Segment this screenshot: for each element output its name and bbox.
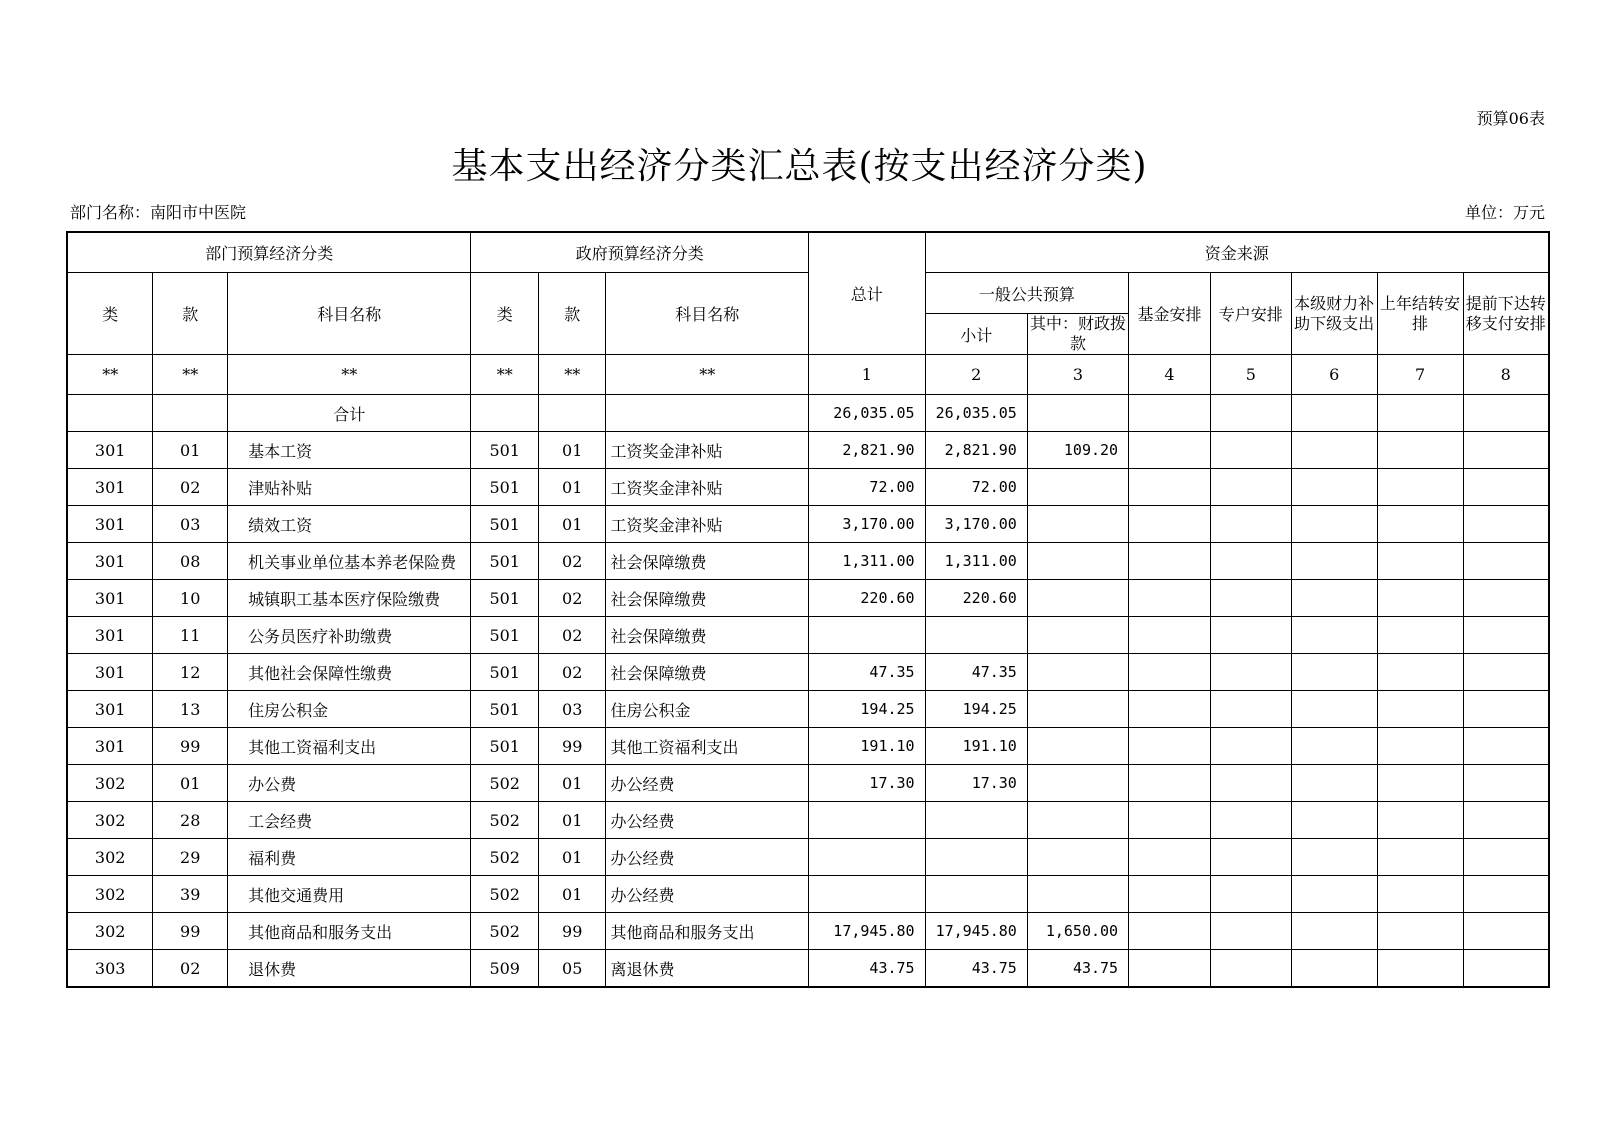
empty-cell — [471, 395, 539, 432]
index-cell: 4 — [1129, 355, 1211, 395]
dept-lei: 302 — [67, 913, 153, 950]
advance-cell — [1463, 691, 1549, 728]
empty-cell — [1210, 395, 1291, 432]
subsidy-cell — [1291, 543, 1377, 580]
gov-subject-name: 其他商品和服务支出 — [606, 913, 809, 950]
dept-lei: 302 — [67, 876, 153, 913]
gov-lei: 502 — [471, 802, 539, 839]
carryover-cell — [1377, 839, 1463, 876]
index-cell: 2 — [925, 355, 1027, 395]
header-subtotal: 小计 — [925, 314, 1027, 355]
empty-cell — [1027, 395, 1128, 432]
table-row — [67, 580, 1549, 617]
dept-lei: 301 — [67, 617, 153, 654]
special-arrange-cell — [1210, 913, 1291, 950]
subtotal-amount: 194.25 — [925, 691, 1027, 728]
dept-lei: 301 — [67, 469, 153, 506]
advance-cell — [1463, 802, 1549, 839]
gov-subject-name: 其他工资福利支出 — [606, 728, 809, 765]
advance-cell — [1463, 839, 1549, 876]
empty-cell — [153, 395, 228, 432]
header-fund-source: 资金来源 — [925, 232, 1549, 273]
gov-subject-name: 离退休费 — [606, 950, 809, 988]
header-general-budget: 一般公共预算 — [925, 273, 1129, 314]
dept-lei: 301 — [67, 543, 153, 580]
empty-cell — [538, 395, 606, 432]
dept-lei: 303 — [67, 950, 153, 988]
fund-arrange-cell — [1129, 432, 1211, 469]
carryover-cell — [1377, 876, 1463, 913]
advance-cell — [1463, 469, 1549, 506]
dept-lei: 302 — [67, 802, 153, 839]
gov-lei: 501 — [471, 728, 539, 765]
index-cell: ** — [538, 355, 606, 395]
advance-cell — [1463, 580, 1549, 617]
dept-subject-name: 办公费 — [228, 765, 471, 802]
total-amount: 26,035.05 — [808, 395, 925, 432]
index-cell: 5 — [1210, 355, 1291, 395]
subtotal-amount: 220.60 — [925, 580, 1027, 617]
gov-kuan: 99 — [538, 728, 606, 765]
dept-subject-name: 退休费 — [228, 950, 471, 988]
index-cell: 1 — [808, 355, 925, 395]
dept-lei: 301 — [67, 506, 153, 543]
carryover-cell — [1377, 802, 1463, 839]
advance-cell — [1463, 543, 1549, 580]
gov-lei: 501 — [471, 580, 539, 617]
page-title: 基本支出经济分类汇总表(按支出经济分类) — [451, 146, 1148, 187]
table-row — [67, 728, 1549, 765]
empty-cell — [1129, 395, 1211, 432]
unit-label: 单位：万元 — [1464, 203, 1545, 222]
advance-cell — [1463, 617, 1549, 654]
fiscal-amount — [1027, 728, 1128, 765]
fiscal-amount — [1027, 506, 1128, 543]
gov-subject-name: 住房公积金 — [606, 691, 809, 728]
table-row — [67, 506, 1549, 543]
budget-table — [66, 231, 1550, 988]
table-row — [67, 432, 1549, 469]
advance-cell — [1463, 654, 1549, 691]
dept-lei: 301 — [67, 728, 153, 765]
dept-kuan: 12 — [153, 654, 228, 691]
dept-subject-name: 城镇职工基本医疗保险缴费 — [228, 580, 471, 617]
special-arrange-cell — [1210, 617, 1291, 654]
total-amount: 3,170.00 — [808, 506, 925, 543]
gov-lei: 502 — [471, 876, 539, 913]
gov-kuan: 01 — [538, 839, 606, 876]
gov-subject-name: 社会保障缴费 — [606, 580, 809, 617]
gov-kuan: 01 — [538, 469, 606, 506]
header-dept-subject: 科目名称 — [228, 273, 471, 355]
gov-lei: 501 — [471, 654, 539, 691]
header-of-which: 其中：财政拨款 — [1027, 314, 1128, 355]
index-cell: 6 — [1291, 355, 1377, 395]
carryover-cell — [1377, 765, 1463, 802]
header-gov-group: 政府预算经济分类 — [471, 232, 809, 273]
dept-subject-name: 福利费 — [228, 839, 471, 876]
total-label: 合计 — [228, 395, 471, 432]
empty-cell — [606, 395, 809, 432]
dept-subject-name: 住房公积金 — [228, 691, 471, 728]
special-arrange-cell — [1210, 950, 1291, 988]
gov-kuan: 01 — [538, 506, 606, 543]
total-amount: 17.30 — [808, 765, 925, 802]
carryover-cell — [1377, 950, 1463, 988]
dept-kuan: 03 — [153, 506, 228, 543]
gov-kuan: 99 — [538, 913, 606, 950]
dept-subject-name: 其他商品和服务支出 — [228, 913, 471, 950]
fund-arrange-cell — [1129, 802, 1211, 839]
fiscal-amount: 43.75 — [1027, 950, 1128, 988]
total-amount: 1,311.00 — [808, 543, 925, 580]
carryover-cell — [1377, 469, 1463, 506]
carryover-cell — [1377, 543, 1463, 580]
fiscal-amount: 109.20 — [1027, 432, 1128, 469]
subsidy-cell — [1291, 950, 1377, 988]
gov-subject-name: 社会保障缴费 — [606, 617, 809, 654]
subsidy-cell — [1291, 506, 1377, 543]
subsidy-cell — [1291, 691, 1377, 728]
subtotal-amount — [925, 876, 1027, 913]
table-row — [67, 950, 1549, 988]
dept-subject-name: 公务员医疗补助缴费 — [228, 617, 471, 654]
fund-arrange-cell — [1129, 913, 1211, 950]
dept-subject-name: 其他交通费用 — [228, 876, 471, 913]
gov-subject-name: 社会保障缴费 — [606, 654, 809, 691]
advance-cell — [1463, 765, 1549, 802]
fund-arrange-cell — [1129, 617, 1211, 654]
total-amount: 194.25 — [808, 691, 925, 728]
gov-lei: 502 — [471, 765, 539, 802]
gov-kuan: 02 — [538, 617, 606, 654]
special-arrange-cell — [1210, 580, 1291, 617]
table-row — [67, 469, 1549, 506]
gov-lei: 509 — [471, 950, 539, 988]
gov-subject-name: 社会保障缴费 — [606, 543, 809, 580]
dept-kuan: 02 — [153, 469, 228, 506]
total-amount: 17,945.80 — [808, 913, 925, 950]
special-arrange-cell — [1210, 469, 1291, 506]
dept-lei: 302 — [67, 765, 153, 802]
index-cell: 8 — [1463, 355, 1549, 395]
subtotal-amount: 17,945.80 — [925, 913, 1027, 950]
subsidy-cell — [1291, 765, 1377, 802]
index-cell: ** — [67, 355, 153, 395]
fund-arrange-cell — [1129, 506, 1211, 543]
header-advance: 提前下达转移支付安排 — [1463, 273, 1549, 355]
subsidy-cell — [1291, 580, 1377, 617]
header-dept-lei: 类 — [67, 273, 153, 355]
fiscal-amount: 1,650.00 — [1027, 913, 1128, 950]
index-cell: ** — [471, 355, 539, 395]
header-gov-kuan: 款 — [538, 273, 606, 355]
advance-cell — [1463, 913, 1549, 950]
fiscal-amount — [1027, 802, 1128, 839]
fiscal-amount — [1027, 469, 1128, 506]
carryover-cell — [1377, 913, 1463, 950]
table-row — [67, 543, 1549, 580]
dept-kuan: 28 — [153, 802, 228, 839]
dept-kuan: 02 — [153, 950, 228, 988]
carryover-cell — [1377, 506, 1463, 543]
fund-arrange-cell — [1129, 691, 1211, 728]
gov-kuan: 01 — [538, 432, 606, 469]
subtotal-amount: 3,170.00 — [925, 506, 1027, 543]
subsidy-cell — [1291, 876, 1377, 913]
subtotal-amount: 47.35 — [925, 654, 1027, 691]
table-row — [67, 802, 1549, 839]
carryover-cell — [1377, 617, 1463, 654]
dept-kuan: 10 — [153, 580, 228, 617]
fiscal-amount — [1027, 839, 1128, 876]
subtotal-amount — [925, 839, 1027, 876]
table-row — [67, 876, 1549, 913]
special-arrange-cell — [1210, 691, 1291, 728]
special-arrange-cell — [1210, 802, 1291, 839]
subtotal-amount — [925, 617, 1027, 654]
total-amount — [808, 802, 925, 839]
subtotal-amount: 1,311.00 — [925, 543, 1027, 580]
gov-kuan: 01 — [538, 765, 606, 802]
subtotal-amount — [925, 802, 1027, 839]
dept-kuan: 39 — [153, 876, 228, 913]
gov-lei: 502 — [471, 913, 539, 950]
header-dept-kuan: 款 — [153, 273, 228, 355]
fiscal-amount — [1027, 580, 1128, 617]
gov-subject-name: 办公经费 — [606, 876, 809, 913]
fiscal-amount — [1027, 617, 1128, 654]
total-amount: 191.10 — [808, 728, 925, 765]
advance-cell — [1463, 728, 1549, 765]
dept-kuan: 08 — [153, 543, 228, 580]
dept-subject-name: 津贴补贴 — [228, 469, 471, 506]
fund-arrange-cell — [1129, 469, 1211, 506]
dept-lei: 301 — [67, 654, 153, 691]
dept-kuan: 13 — [153, 691, 228, 728]
subsidy-cell — [1291, 728, 1377, 765]
header-carryover: 上年结转安排 — [1377, 273, 1463, 355]
header-total: 总计 — [808, 232, 925, 355]
total-row — [67, 395, 1549, 432]
dept-subject-name: 绩效工资 — [228, 506, 471, 543]
gov-lei: 501 — [471, 506, 539, 543]
dept-kuan: 29 — [153, 839, 228, 876]
carryover-cell — [1377, 580, 1463, 617]
dept-lei: 301 — [67, 691, 153, 728]
gov-kuan: 03 — [538, 691, 606, 728]
dept-lei: 301 — [67, 432, 153, 469]
header-gov-lei: 类 — [471, 273, 539, 355]
table-row — [67, 913, 1549, 950]
table-row — [67, 654, 1549, 691]
department-name: 部门名称：南阳市中医院 — [70, 203, 247, 222]
table-row — [67, 617, 1549, 654]
gov-subject-name: 工资奖金津补贴 — [606, 469, 809, 506]
subsidy-cell — [1291, 839, 1377, 876]
gov-kuan: 05 — [538, 950, 606, 988]
subtotal-amount: 43.75 — [925, 950, 1027, 988]
total-amount — [808, 617, 925, 654]
header-subsidy: 本级财力补助下级支出 — [1291, 273, 1377, 355]
empty-cell — [1291, 395, 1377, 432]
header-special-arrange: 专户安排 — [1210, 273, 1291, 355]
form-number: 预算06表 — [1476, 109, 1545, 128]
empty-cell — [1377, 395, 1463, 432]
fund-arrange-cell — [1129, 876, 1211, 913]
subtotal-amount: 17.30 — [925, 765, 1027, 802]
total-amount: 43.75 — [808, 950, 925, 988]
special-arrange-cell — [1210, 432, 1291, 469]
total-subtotal: 26,035.05 — [925, 395, 1027, 432]
subsidy-cell — [1291, 469, 1377, 506]
index-cell: ** — [153, 355, 228, 395]
gov-kuan: 02 — [538, 654, 606, 691]
total-amount: 2,821.90 — [808, 432, 925, 469]
special-arrange-cell — [1210, 839, 1291, 876]
fund-arrange-cell — [1129, 839, 1211, 876]
index-cell: 7 — [1377, 355, 1463, 395]
subsidy-cell — [1291, 432, 1377, 469]
fiscal-amount — [1027, 876, 1128, 913]
table-row — [67, 765, 1549, 802]
empty-cell — [1463, 395, 1549, 432]
fund-arrange-cell — [1129, 950, 1211, 988]
dept-subject-name: 机关事业单位基本养老保险费 — [228, 543, 471, 580]
header-dept-group: 部门预算经济分类 — [67, 232, 471, 273]
dept-kuan: 01 — [153, 765, 228, 802]
carryover-cell — [1377, 728, 1463, 765]
dept-subject-name: 其他社会保障性缴费 — [228, 654, 471, 691]
index-cell: 3 — [1027, 355, 1128, 395]
gov-kuan: 01 — [538, 802, 606, 839]
fund-arrange-cell — [1129, 728, 1211, 765]
gov-lei: 501 — [471, 543, 539, 580]
subtotal-amount: 191.10 — [925, 728, 1027, 765]
gov-subject-name: 办公经费 — [606, 802, 809, 839]
total-amount — [808, 876, 925, 913]
gov-lei: 501 — [471, 432, 539, 469]
dept-kuan: 99 — [153, 913, 228, 950]
table-row — [67, 839, 1549, 876]
dept-subject-name: 基本工资 — [228, 432, 471, 469]
gov-kuan: 01 — [538, 876, 606, 913]
special-arrange-cell — [1210, 506, 1291, 543]
gov-lei: 502 — [471, 839, 539, 876]
carryover-cell — [1377, 432, 1463, 469]
gov-kuan: 02 — [538, 543, 606, 580]
index-cell: ** — [606, 355, 809, 395]
index-cell: ** — [228, 355, 471, 395]
special-arrange-cell — [1210, 765, 1291, 802]
gov-lei: 501 — [471, 469, 539, 506]
special-arrange-cell — [1210, 654, 1291, 691]
dept-kuan: 11 — [153, 617, 228, 654]
gov-subject-name: 工资奖金津补贴 — [606, 432, 809, 469]
fund-arrange-cell — [1129, 580, 1211, 617]
fund-arrange-cell — [1129, 543, 1211, 580]
gov-lei: 501 — [471, 691, 539, 728]
gov-subject-name: 办公经费 — [606, 765, 809, 802]
total-amount — [808, 839, 925, 876]
fund-arrange-cell — [1129, 654, 1211, 691]
dept-subject-name: 其他工资福利支出 — [228, 728, 471, 765]
dept-kuan: 99 — [153, 728, 228, 765]
gov-subject-name: 办公经费 — [606, 839, 809, 876]
advance-cell — [1463, 876, 1549, 913]
special-arrange-cell — [1210, 543, 1291, 580]
subsidy-cell — [1291, 617, 1377, 654]
subsidy-cell — [1291, 913, 1377, 950]
subtotal-amount: 72.00 — [925, 469, 1027, 506]
dept-kuan: 01 — [153, 432, 228, 469]
fiscal-amount — [1027, 543, 1128, 580]
header-gov-subject: 科目名称 — [606, 273, 809, 355]
gov-lei: 501 — [471, 617, 539, 654]
carryover-cell — [1377, 654, 1463, 691]
total-amount: 72.00 — [808, 469, 925, 506]
subsidy-cell — [1291, 654, 1377, 691]
dept-subject-name: 工会经费 — [228, 802, 471, 839]
table-row — [67, 691, 1549, 728]
dept-lei: 301 — [67, 580, 153, 617]
fiscal-amount — [1027, 654, 1128, 691]
fiscal-amount — [1027, 765, 1128, 802]
advance-cell — [1463, 432, 1549, 469]
dept-lei: 302 — [67, 839, 153, 876]
fund-arrange-cell — [1129, 765, 1211, 802]
subsidy-cell — [1291, 802, 1377, 839]
empty-cell — [67, 395, 153, 432]
index-row — [67, 355, 1549, 395]
total-amount: 220.60 — [808, 580, 925, 617]
advance-cell — [1463, 506, 1549, 543]
header-fund-arrange: 基金安排 — [1129, 273, 1211, 355]
special-arrange-cell — [1210, 876, 1291, 913]
fiscal-amount — [1027, 691, 1128, 728]
total-amount: 47.35 — [808, 654, 925, 691]
gov-subject-name: 工资奖金津补贴 — [606, 506, 809, 543]
subtotal-amount: 2,821.90 — [925, 432, 1027, 469]
carryover-cell — [1377, 691, 1463, 728]
gov-kuan: 02 — [538, 580, 606, 617]
advance-cell — [1463, 950, 1549, 988]
special-arrange-cell — [1210, 728, 1291, 765]
